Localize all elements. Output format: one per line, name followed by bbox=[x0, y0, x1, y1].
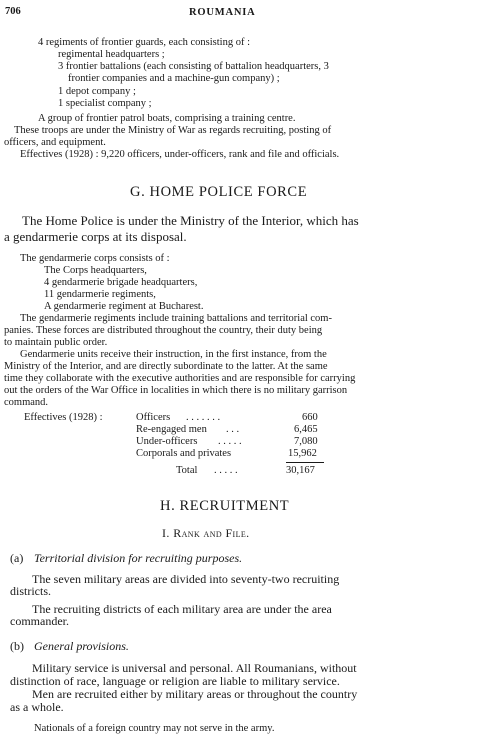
total-label: Total bbox=[176, 465, 198, 476]
intro-line: a gendarmerie corps at its disposal. bbox=[4, 229, 187, 244]
text-line: frontier companies and a machine-gun company) ; bbox=[68, 73, 280, 84]
text-line: 4 regiments of frontier guards, each consisting of : bbox=[38, 37, 250, 48]
sum-rule bbox=[286, 462, 324, 463]
paragraph-label: (a) bbox=[10, 551, 24, 565]
text-line: 4 gendarmerie brigade headquarters, bbox=[44, 277, 198, 288]
text-line: command. bbox=[4, 397, 49, 408]
text-line: 1 specialist company ; bbox=[58, 98, 152, 109]
text-line: The gendarmerie regiments include training battalions and territorial com- bbox=[20, 313, 332, 324]
text-line: These troops are under the Ministry of War as regards recruiting, posting of bbox=[14, 125, 332, 136]
text-line: A gendarmerie regiment at Bucharest. bbox=[44, 301, 204, 312]
intro-line: The Home Police is under the Ministry of the Interior, which has bbox=[22, 213, 359, 228]
effectives-row-value: 660 bbox=[302, 412, 318, 423]
effectives-row-value: 15,962 bbox=[288, 448, 317, 459]
total-value: 30,167 bbox=[286, 465, 315, 476]
text-line: 1 depot company ; bbox=[58, 86, 136, 97]
text-line: panies. These forces are distributed throughout the country, their duty being bbox=[4, 325, 323, 336]
text-line: 3 frontier battalions (each consisting of battalion headquarters, 3 bbox=[58, 61, 329, 72]
effectives-row-value: 7,080 bbox=[294, 436, 318, 447]
text-line: Gendarmerie units receive their instruction, in the first instance, from the bbox=[20, 349, 327, 360]
section-heading: H. RECRUITMENT bbox=[160, 498, 290, 514]
effectives-row-leader: . . . bbox=[226, 424, 240, 435]
text-line: Effectives (1928) : 9,220 officers, under-officers, rank and file and officials. bbox=[20, 149, 340, 160]
text-line: districts. bbox=[10, 584, 51, 598]
effectives-row-name: Re-engaged men bbox=[136, 424, 207, 435]
text-line: out the orders of the War Office in localities in which there is no military garrison bbox=[4, 385, 348, 396]
effectives-row-leader: . . . . . bbox=[218, 436, 242, 447]
text-line: The gendarmerie corps consists of : bbox=[20, 253, 170, 264]
paragraph-title: Territorial division for recruiting purposes. bbox=[34, 551, 243, 565]
text-line: A group of frontier patrol boats, comprising a training centre. bbox=[38, 113, 296, 124]
text-line: commander. bbox=[10, 614, 69, 628]
text-line: officers, and equipment. bbox=[4, 137, 106, 148]
running-title: ROUMANIA bbox=[189, 7, 256, 18]
subheading: I. Rank and File. bbox=[162, 526, 250, 540]
effectives-row-name: Under-officers bbox=[136, 436, 198, 447]
total-leader: . . . . . bbox=[214, 465, 238, 476]
paragraph-title: General provisions. bbox=[34, 639, 129, 653]
section-heading: G. HOME POLICE FORCE bbox=[130, 184, 308, 200]
effectives-label: Effectives (1928) : bbox=[24, 412, 103, 423]
text-line: 11 gendarmerie regiments, bbox=[44, 289, 156, 300]
text-line: The Corps headquarters, bbox=[44, 265, 147, 276]
effectives-row-name: Corporals and privates bbox=[136, 448, 232, 459]
paragraph-label: (b) bbox=[10, 639, 24, 653]
text-line: as a whole. bbox=[10, 700, 64, 714]
text-line: Men are recruited either by military areas or throughout the country bbox=[32, 687, 358, 701]
effectives-row-value: 6,465 bbox=[294, 424, 318, 435]
text-line: Military service is universal and personal. All Roumanians, without bbox=[32, 661, 357, 675]
effectives-row-leader: . . . . . . . bbox=[186, 412, 221, 423]
text-line: time they collaborate with the executive authorities and are responsible for carrying bbox=[4, 373, 356, 384]
page-number: 706 bbox=[5, 6, 21, 17]
text-line: Ministry of the Interior, and are directly subordinate to the latter. At the same bbox=[4, 361, 328, 372]
text-line: distinction of race, language or religion are liable to military service. bbox=[10, 674, 340, 688]
effectives-row-name: Officers bbox=[136, 412, 171, 423]
text-line: The recruiting districts of each military area are under the area bbox=[32, 602, 332, 616]
text-line: to maintain public order. bbox=[4, 337, 108, 348]
footnote: Nationals of a foreign country may not serve in the army. bbox=[34, 723, 275, 734]
text-line: The seven military areas are divided into seventy-two recruiting bbox=[32, 572, 340, 586]
text-line: regimental headquarters ; bbox=[58, 49, 165, 60]
